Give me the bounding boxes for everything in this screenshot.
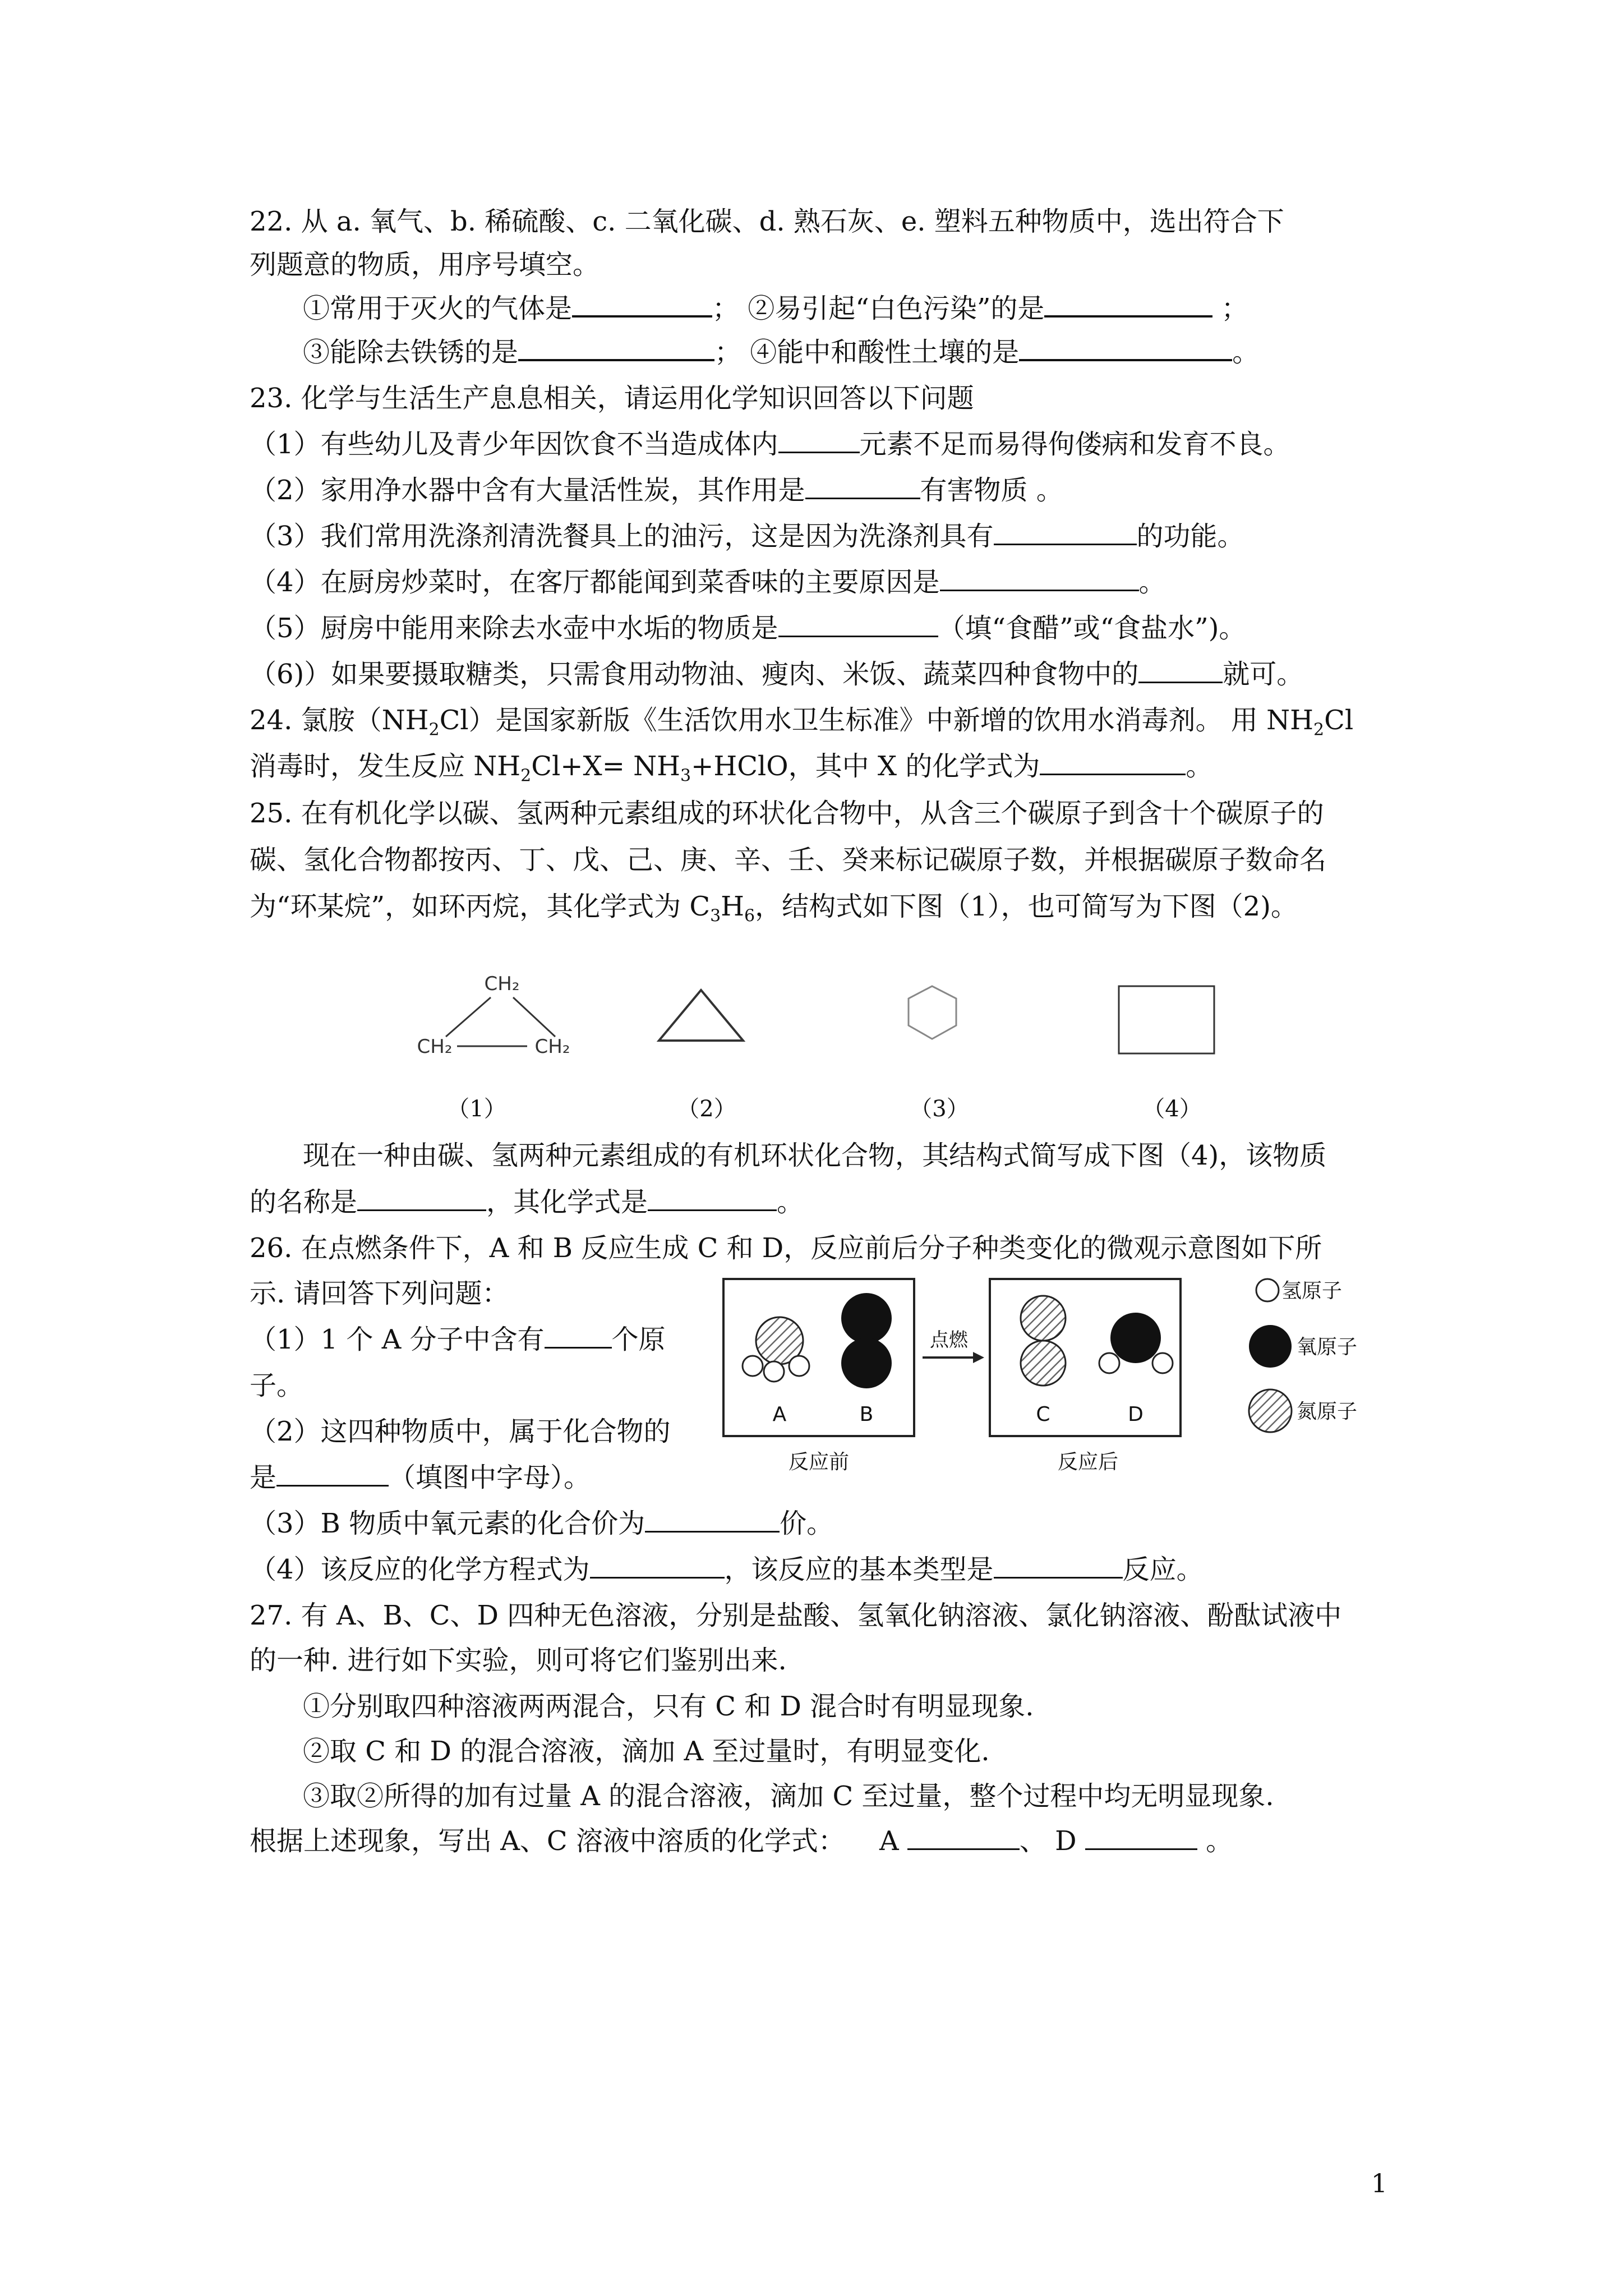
- q26-item-2-text-b: 是: [250, 1462, 277, 1493]
- legend-nitrogen-icon: [1249, 1389, 1292, 1432]
- oxygen-atom: [841, 1293, 892, 1343]
- nitrogen-atom: [1021, 1341, 1066, 1386]
- q24-line-2: [250, 744, 1212, 799]
- q25-line3-text-a: 为“环某烷”，如环丙烷，其化学式为 C: [250, 891, 711, 922]
- q23-item-2-text-b: 有害物质 。: [920, 475, 1063, 506]
- q26-blank-2[interactable]: [276, 1459, 389, 1487]
- q23-item-4-text-a: （4）在厨房炒菜时，在客厅都能闻到菜香味的主要原因是: [250, 567, 940, 598]
- q24-text-b: Cl）是国家新版《生活饮用水卫生标准》中新增的饮用水消毒剂。 用 NH: [439, 705, 1314, 736]
- label-d: D: [1128, 1403, 1144, 1426]
- q22-blank-2[interactable]: [1044, 287, 1212, 318]
- q22-part-2-end: ；: [1221, 293, 1248, 324]
- q23-blank-4[interactable]: [940, 564, 1139, 591]
- q23-item-6-text-b: 就可。: [1223, 659, 1304, 690]
- page-number: 1: [1371, 2168, 1387, 2198]
- label-c: C: [1036, 1403, 1050, 1426]
- q25-line-2: 碳、氢化合物都按丙、丁、戊、己、庚、辛、壬、癸来标记碳原子数，并根据碳原子数命名: [250, 844, 1327, 876]
- q26-item-4-text-a: （4）该反应的化学方程式为: [250, 1554, 590, 1585]
- q22-part-3: ③能除去铁锈的是: [303, 337, 519, 368]
- q23-item-3-text-a: （3）我们常用洗涤剂清洗餐具上的油污，这是因为洗涤剂具有: [250, 521, 994, 552]
- q26-item-1-text-a: （1）1 个 A 分子中含有: [250, 1324, 545, 1355]
- nitrogen-atom: [1021, 1296, 1066, 1341]
- q25-line-3: [250, 884, 1298, 939]
- legend-hydrogen-icon: [1256, 1279, 1279, 1301]
- q27-step-2: ②取 C 和 D 的混合溶液，滴加 A 至过量时，有明显变化.: [303, 1736, 990, 1767]
- before-label: 反应前: [788, 1451, 850, 1474]
- q26-line-1: 26. 在点燃条件下，A 和 B 反应生成 C 和 D，反应前后分子种类变化的微观示意图如下所: [250, 1232, 1322, 1264]
- legend-hydrogen-label: 氢原子: [1281, 1280, 1343, 1303]
- legend-nitrogen-label: 氮原子: [1297, 1400, 1358, 1423]
- q23-title: 23. 化学与生活生产息息相关，请运用化学知识回答以下问题: [250, 383, 974, 414]
- q23-item-2: [250, 468, 1063, 513]
- q26-item-3-text-b: 价。: [780, 1508, 834, 1539]
- q25-sub-2: 6: [744, 906, 755, 926]
- q23-blank-1[interactable]: [778, 426, 860, 453]
- molecule-c: [1021, 1296, 1066, 1386]
- legend-oxygen-label: 氧原子: [1297, 1336, 1358, 1359]
- label-b: B: [859, 1403, 874, 1426]
- reaction-micro-diagram: [718, 1273, 1402, 1487]
- q26-line-2: 示. 请回答下列问题：: [250, 1278, 509, 1309]
- q23-item-1-text-a: （1）有些幼儿及青少年因饮食不当造成体内: [250, 429, 778, 460]
- q22-line-2: 列题意的物质，用序号填空。: [250, 249, 600, 280]
- q27-step-1: ①分别取四种溶液两两混合，只有 C 和 D 混合时有明显现象.: [303, 1691, 1034, 1722]
- q25-line-4: 现在一种由碳、氢两种元素组成的有机环状化合物，其结构式简写成下图（4)，该物质: [303, 1140, 1327, 1171]
- after-label: 反应后: [1057, 1451, 1119, 1474]
- figure-2-triangle: [659, 990, 743, 1041]
- reaction-arrow-head: [973, 1352, 984, 1363]
- q24-text-c: Cl: [1324, 705, 1354, 736]
- q24-line2-text-b: Cl+X= NH: [531, 751, 681, 782]
- q24-text-a: 24. 氯胺（NH: [250, 705, 429, 736]
- hydrogen-atom: [789, 1356, 809, 1376]
- q25-blank-formula[interactable]: [648, 1184, 777, 1211]
- q22-blank-3[interactable]: [518, 331, 714, 361]
- figure-label-4: （4）: [1142, 1096, 1202, 1122]
- q27-answer-text-a: 根据上述现象，写出 A、C 溶液中溶质的化学式： A: [250, 1825, 899, 1857]
- q27-answer-text-b: 、 D: [1019, 1825, 1077, 1857]
- ch2-right-label: CH₂: [534, 1036, 570, 1058]
- q23-item-1-text-b: 元素不足而易得佝偻病和发育不良。: [859, 429, 1290, 460]
- q22-line-1: 22. 从 a. 氧气、b. 稀硫酸、c. 二氧化碳、d. 熟石灰、e. 塑料五种物质中，选出符合下: [250, 206, 1284, 237]
- q24-line2-sub-b: 3: [680, 766, 691, 786]
- q24-line2-sub-a: 2: [520, 766, 532, 786]
- q26-blank-3[interactable]: [645, 1505, 780, 1533]
- q26-blank-1[interactable]: [545, 1321, 612, 1349]
- hydrogen-atom: [1152, 1353, 1173, 1373]
- q26-blank-4[interactable]: [590, 1551, 725, 1579]
- q25-line-5: [250, 1180, 804, 1225]
- q26-item-4-text-b: ，该反应的基本类型是: [724, 1554, 994, 1585]
- q26-item-3-text-a: （3）B 物质中氧元素的化合价为: [250, 1508, 645, 1539]
- q27-answer-end: 。: [1206, 1825, 1233, 1857]
- q23-item-5-text-a: （5）厨房中能用来除去水壶中水垢的物质是: [250, 613, 778, 644]
- label-a: A: [772, 1403, 787, 1426]
- molecule-a: [743, 1317, 809, 1382]
- figure-label-2: （2）: [677, 1096, 736, 1122]
- bond-left: [446, 997, 491, 1037]
- q26-item-1: [250, 1317, 666, 1362]
- q22-blank-4[interactable]: [1019, 331, 1232, 361]
- q24-line2-text-a: 消毒时，发生反应 NH: [250, 751, 521, 782]
- q22-line-3: [303, 286, 1248, 331]
- q22-line-4: [303, 330, 1259, 375]
- q23-item-6-text-a: （6)）如果要摄取糖类，只需食用动物油、瘦肉、米饭、蔬菜四种食物中的: [250, 659, 1139, 690]
- q26-item-4-text-c: 反应。: [1122, 1554, 1204, 1585]
- q27-blank-d[interactable]: [1085, 1823, 1197, 1850]
- q23-item-4: [250, 560, 1166, 605]
- q27-step-3: ③取②所得的加有过量 A 的混合溶液，滴加 C 至过量，整个过程中均无明显现象.: [303, 1780, 1274, 1812]
- q27-line-2: 的一种. 进行如下实验，则可将它们鉴别出来.: [250, 1645, 787, 1676]
- q26-item-2-text-c: （填图中字母）。: [389, 1462, 591, 1493]
- bond-right: [513, 997, 555, 1037]
- q25-line3-text-b: H: [721, 891, 745, 922]
- molecule-d: [1099, 1313, 1173, 1373]
- q26-item-1-cont: 子。: [250, 1370, 304, 1401]
- q22-blank-1[interactable]: [572, 287, 712, 318]
- oxygen-atom: [1110, 1313, 1161, 1363]
- hydrogen-atom: [1099, 1353, 1119, 1373]
- q26-item-4: [250, 1547, 1204, 1592]
- q23-item-2-text-a: （2）家用净水器中含有大量活性炭，其作用是: [250, 475, 805, 506]
- q24-sub-b: 2: [1313, 720, 1325, 740]
- molecule-b: [841, 1293, 892, 1388]
- ignite-label: 点燃: [930, 1329, 968, 1351]
- q26-item-1-text-b: 个原: [611, 1324, 666, 1355]
- q23-item-3-text-b: 的功能。: [1136, 521, 1244, 552]
- q23-item-5-text-b: （填“食醋”或“食盐水”)。: [938, 613, 1246, 644]
- q25-line3-text-c: ，结构式如下图（1），也可简写为下图（2)。: [755, 891, 1298, 922]
- q26-item-2: （2）这四种物质中，属于化合物的: [250, 1416, 671, 1447]
- q23-item-5: [250, 606, 1246, 651]
- ch2-top-label: CH₂: [484, 973, 520, 995]
- q24-line2-text-c: +HClO，其中 X 的化学式为: [691, 751, 1040, 782]
- legend-oxygen-icon: [1249, 1325, 1292, 1368]
- q23-item-3: [250, 514, 1244, 559]
- figure-3-hexagon: [909, 986, 956, 1039]
- oxygen-atom: [841, 1338, 892, 1388]
- legend: [1249, 1279, 1357, 1432]
- q22-part-4: ； ④能中和酸性土壤的是: [714, 337, 1020, 368]
- hydrogen-atom: [743, 1356, 763, 1376]
- q23-blank-5[interactable]: [778, 610, 938, 637]
- after-box: [990, 1279, 1181, 1436]
- q24-blank[interactable]: [1040, 748, 1186, 775]
- q23-blank-6[interactable]: [1138, 656, 1223, 683]
- q23-item-4-text-b: 。: [1138, 567, 1166, 598]
- q22-part-4-end: 。: [1232, 337, 1260, 368]
- q25-line-1: 25. 在有机化学以碳、氢两种元素组成的环状化合物中，从含三个碳原子到含十个碳原子的: [250, 798, 1324, 829]
- q25-sub-1: 3: [710, 906, 721, 926]
- q25-line5-text-b: ，其化学式是: [486, 1186, 648, 1218]
- figure-4-square: [1119, 986, 1214, 1053]
- q25-line5-end: 。: [777, 1186, 804, 1218]
- figure-1-cyclopropane-structure: [417, 973, 570, 1058]
- hydrogen-atom: [764, 1361, 784, 1382]
- q27-blank-a[interactable]: [907, 1823, 1020, 1850]
- figure-label-3: （3）: [910, 1096, 969, 1122]
- figure-label-1: （1）: [447, 1096, 506, 1122]
- q26-item-3: [250, 1501, 833, 1546]
- q27-line-1: 27. 有 A、B、C、D 四种无色溶液，分别是盐酸、氢氧化钠溶液、氯化钠溶液、酚酞试液中: [250, 1600, 1342, 1631]
- q22-part-2: ； ②易引起“白色污染”的是: [712, 293, 1045, 324]
- q26-blank-5[interactable]: [994, 1551, 1123, 1579]
- q24-sub-a: 2: [428, 720, 440, 740]
- ch2-left-label: CH₂: [417, 1036, 453, 1058]
- q23-blank-3[interactable]: [994, 518, 1137, 545]
- q22-part-1: ①常用于灭火的气体是: [303, 293, 573, 324]
- q26-item-2-cont: [250, 1455, 591, 1500]
- q24-line2-end: 。: [1186, 751, 1213, 782]
- q23-item-1: [250, 422, 1290, 467]
- q25-blank-name[interactable]: [357, 1184, 486, 1211]
- q27-answer-line: [250, 1819, 1233, 1864]
- ring-structure-figures: [393, 965, 1245, 1128]
- q23-item-6: [250, 652, 1303, 697]
- q25-line5-text-a: 的名称是: [250, 1186, 358, 1218]
- q23-blank-2[interactable]: [805, 472, 920, 499]
